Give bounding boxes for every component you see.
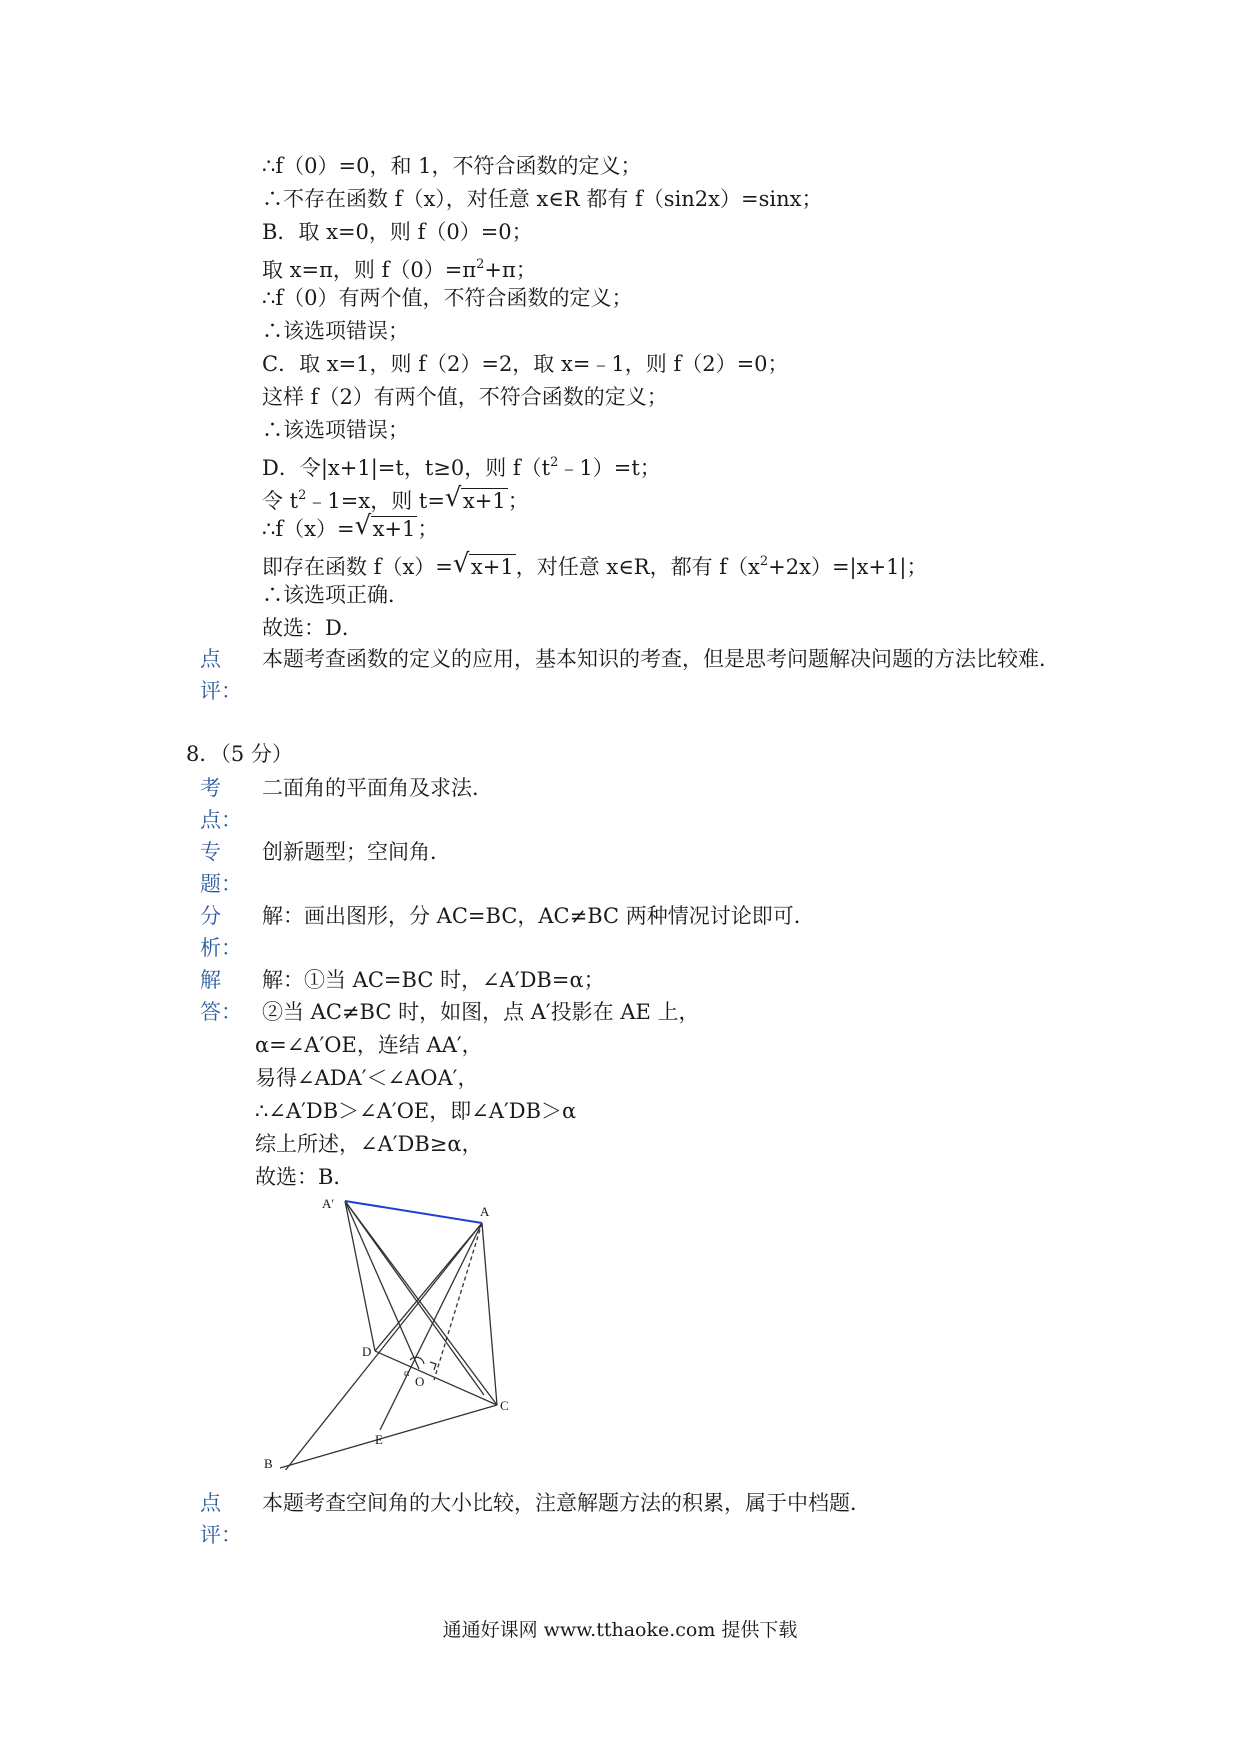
jieda-line: ②当 AC≠BC 时，如图，点 A′投影在 AE 上，	[262, 1000, 700, 1024]
label-char: 析：	[200, 936, 242, 960]
label-A-prime: A′	[322, 1196, 335, 1211]
comment-text: 本题考查函数的定义的应用，基本知识的考查，但是思考问题解决问题的方法比较难．	[262, 647, 1060, 671]
superscript: 2	[476, 257, 485, 272]
jieda-label	[200, 964, 242, 1028]
edge-AA'-blue	[345, 1201, 482, 1223]
zhuanti-label	[200, 836, 242, 900]
label-char: 答：	[200, 1000, 242, 1024]
superscript: 2	[550, 455, 559, 470]
text-line	[262, 511, 439, 543]
jieda-line: 易得∠ADA′＜∠AOA′，	[255, 1066, 479, 1090]
comment-label	[200, 643, 242, 707]
edge-AO-dashed	[434, 1223, 482, 1380]
label-char: 解	[200, 968, 221, 992]
label-char: 点	[200, 1491, 221, 1515]
label-char: 评：	[200, 1523, 242, 1547]
superscript: 2	[298, 488, 307, 503]
jieda-line: 解：①当 AC=BC 时，∠A′DB=α；	[262, 968, 605, 992]
fenxi-label	[200, 900, 242, 964]
jieda-line: ∴∠A′DB＞∠A′OE，即∠A′DB＞α	[255, 1099, 577, 1123]
edge-DC	[375, 1351, 497, 1405]
text-seg: ﹣1=x，则 t=	[306, 489, 445, 513]
zhuanti-text: 创新题型；空间角．	[262, 840, 451, 864]
text-line: ∴该选项错误；	[262, 418, 409, 442]
text-seg: D．令|x+1|=t，t≥0，则 f（t	[262, 456, 551, 480]
text-line	[262, 449, 661, 482]
superscript: 2	[759, 554, 769, 569]
text-seg: 即存在函数 f（x）=	[262, 555, 453, 579]
label-A: A	[480, 1204, 490, 1219]
text-seg: ；	[507, 489, 529, 513]
page-footer: 通通好课网 www.tthaoke.com 提供下载	[442, 1619, 798, 1641]
text-line: ∴不存在函数 f（x），对任意 x∈R 都有 f（sin2x）=sinx；	[262, 187, 823, 211]
label-E: E	[375, 1432, 383, 1447]
label-char: 评：	[200, 679, 242, 703]
text-seg: 取 x=π，则 f（0）=π	[262, 258, 477, 282]
label-B: B	[264, 1456, 273, 1470]
sqrt-expression: √ x+1	[444, 483, 506, 513]
label-char: 考	[200, 776, 221, 800]
text-line: ∴该选项正确．	[262, 583, 409, 607]
comment-text: 本题考查空间角的大小比较，注意解题方法的积累，属于中档题．	[262, 1491, 871, 1515]
label-char: 题：	[200, 872, 242, 896]
right-angle-mark	[430, 1362, 436, 1370]
text-line: ∴f（0）=0，和 1，不符合函数的定义；	[262, 154, 642, 178]
text-seg: ∴f（x）=	[262, 517, 355, 541]
fenxi-text: 解：画出图形，分 AC=BC，AC≠BC 两种情况讨论即可．	[262, 904, 815, 928]
jieda-line: α=∠A′OE，连结 AA′，	[255, 1033, 483, 1057]
geometry-figure	[260, 1190, 540, 1470]
radicand: x+1	[462, 489, 506, 513]
text-seg: +2x）=|x+1|；	[768, 555, 928, 579]
edge-A'D	[345, 1201, 375, 1351]
jieda-line: 故选：B．	[255, 1165, 355, 1189]
label-O: O	[415, 1374, 425, 1389]
text-line	[262, 548, 928, 581]
edge-AC	[482, 1223, 497, 1405]
text-seg: ，对任意 x∈R，都有 f（x	[515, 555, 760, 579]
text-line: ∴f（0）有两个值，不符合函数的定义；	[262, 286, 633, 310]
label-char: 点：	[200, 808, 242, 832]
text-seg: ﹣1）=t；	[558, 456, 661, 480]
text-line: 故选：D．	[262, 616, 363, 640]
text-line: ∴该选项错误；	[262, 319, 409, 343]
label-D: D	[362, 1344, 372, 1359]
label-char: 分	[200, 904, 221, 928]
text-line: C．取 x=1，则 f（2）=2，取 x=﹣1，则 f（2）=0；	[262, 352, 789, 376]
label-alpha: α	[404, 1368, 410, 1379]
radicand: x+1	[372, 517, 416, 541]
text-line: 这样 f（2）有两个值，不符合函数的定义；	[262, 385, 668, 409]
text-seg: ；	[417, 517, 439, 541]
text-line	[262, 251, 537, 284]
text-seg: +π；	[484, 258, 537, 282]
kaodian-text: 二面角的平面角及求法．	[262, 776, 493, 800]
label-char: 专	[200, 840, 221, 864]
text-seg: 令 t	[262, 489, 299, 513]
label-C: C	[500, 1398, 509, 1413]
sqrt-expression: √ x+1	[452, 549, 514, 579]
sqrt-expression: √ x+1	[354, 511, 416, 541]
text-line	[262, 482, 529, 515]
label-char: 点	[200, 647, 221, 671]
question-header: 8．（5 分）	[186, 742, 293, 766]
kaodian-label	[200, 772, 242, 836]
jieda-line: 综上所述，∠A′DB≥α，	[255, 1132, 483, 1156]
comment-label	[200, 1487, 242, 1551]
radicand: x+1	[470, 555, 514, 579]
edge-A'C2	[345, 1201, 484, 1395]
text-line: B．取 x=0，则 f（0）=0；	[262, 220, 533, 244]
